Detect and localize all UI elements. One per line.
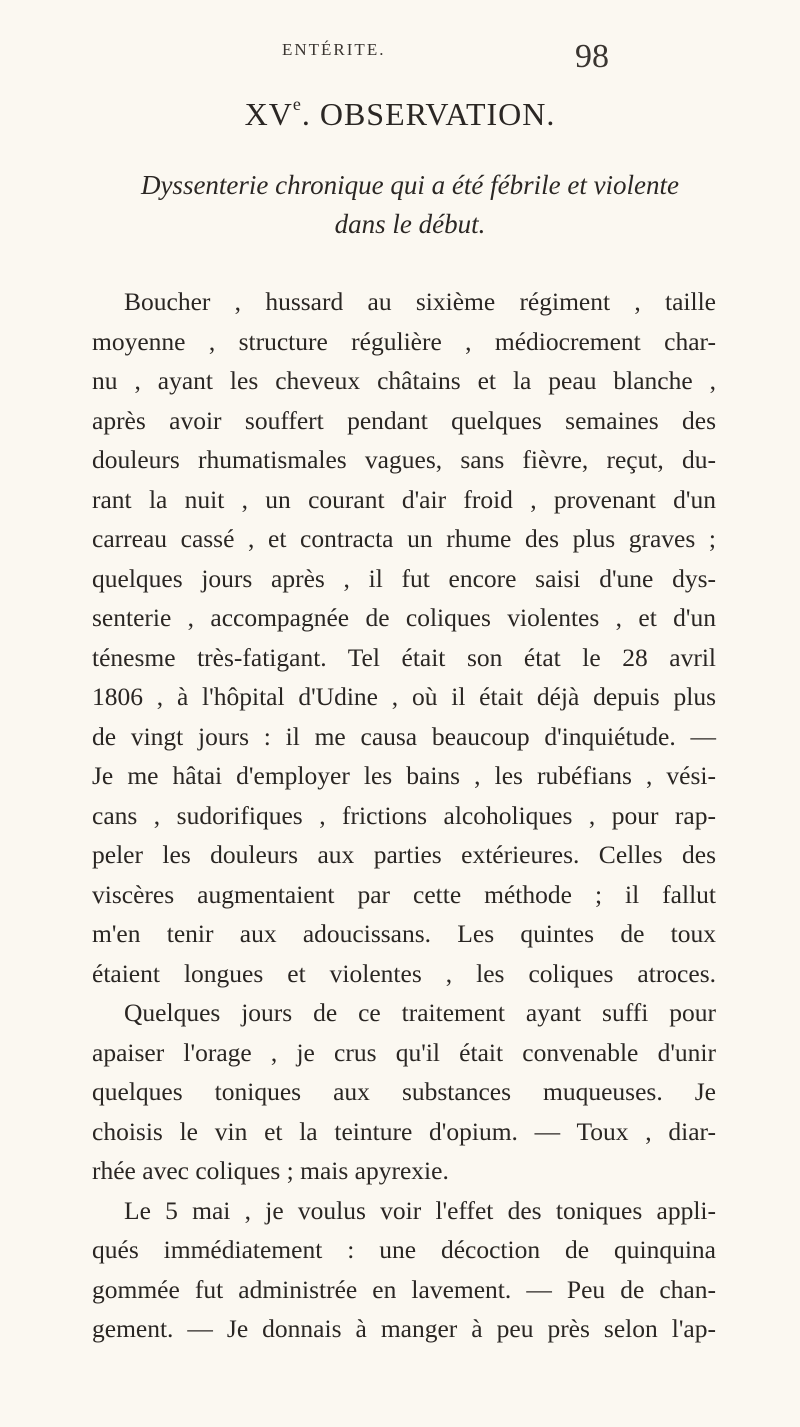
observation-title-superscript: e xyxy=(292,94,302,114)
text-line: senterie , accompagnée de coliques violentes , et d'un xyxy=(92,603,716,632)
text-line: peler les douleurs aux parties extérieures. Celles des xyxy=(92,840,716,869)
running-head xyxy=(0,38,800,78)
text-line: carreau cassé , et contracta un rhume des plus graves ; xyxy=(92,524,716,553)
text-line: 1806 , à l'hôpital d'Udine , où il était déjà depuis plus xyxy=(92,682,716,711)
text-line: gommée fut administrée en lavement. — Peu de chan- xyxy=(92,1274,716,1304)
text-line: rant la nuit , un courant d'air froid , provenant d'un xyxy=(92,484,716,514)
observation-subtitle xyxy=(110,166,710,244)
text-line: apaiser l'orage , je crus qu'il était convenable d'unir xyxy=(92,1037,716,1067)
text-line: après avoir souffert pendant quelques semaines des xyxy=(92,405,716,435)
text-line: nu , ayant les cheveux châtains et la peau blanche , xyxy=(92,366,716,395)
subtitle-line-2: dans le début. xyxy=(334,209,486,239)
text-line: m'en tenir aux adoucissans. Les quintes de toux xyxy=(92,919,716,948)
subtitle-line-1: Dyssenterie chronique qui a été fébrile et violente xyxy=(140,170,680,200)
text-line: ténesme très-fatigant. Tel était son état le 28 avril xyxy=(92,642,716,672)
text-line: Je me hâtai d'employer les bains , les rubéfians , vési- xyxy=(92,761,716,790)
text-line: étaient longues et violentes , les coliques atroces. xyxy=(92,958,716,988)
text-line: Le 5 mai , je voulus voir l'effet des toniques appli- xyxy=(124,1195,716,1225)
text-line: viscères augmentaient par cette méthode ; il fallut xyxy=(92,879,716,909)
text-line: Quelques jours de ce traitement ayant suffi pour xyxy=(124,998,716,1027)
text-line: moyenne , structure régulière , médiocrement char- xyxy=(92,326,716,356)
running-title: ENTÉRITE. xyxy=(282,40,386,59)
observation-title xyxy=(0,96,800,133)
observation-title-numeral: XV xyxy=(244,96,293,132)
text-line: Boucher , hussard au sixième régiment , taille xyxy=(124,287,716,316)
page-number: 98 xyxy=(575,38,609,75)
text-line: douleurs rhumatismales vagues, sans fièvre, reçut, du- xyxy=(92,445,716,474)
text-line: cans , sudorifiques , frictions alcoholiques , pour rap- xyxy=(92,800,716,830)
observation-title-text: . OBSERVATION. xyxy=(301,96,556,132)
body-text xyxy=(92,282,716,1349)
text-line: choisis le vin et la teinture d'opium. — Toux , diar- xyxy=(92,1116,716,1146)
text-line: rhée avec coliques ; mais apyrexie. xyxy=(92,1156,449,1185)
text-line: quelques toniques aux substances muqueuses. Je xyxy=(92,1077,716,1106)
text-line: qués immédiatement : une décoction de quinquina xyxy=(92,1235,716,1264)
text-line: de vingt jours : il me causa beaucoup d'inquiétude. — xyxy=(92,721,716,751)
text-line: gement. — Je donnais à manger à peu près selon l'ap- xyxy=(92,1314,716,1343)
text-line: quelques jours après , il fut encore saisi d'une dys- xyxy=(92,563,716,593)
